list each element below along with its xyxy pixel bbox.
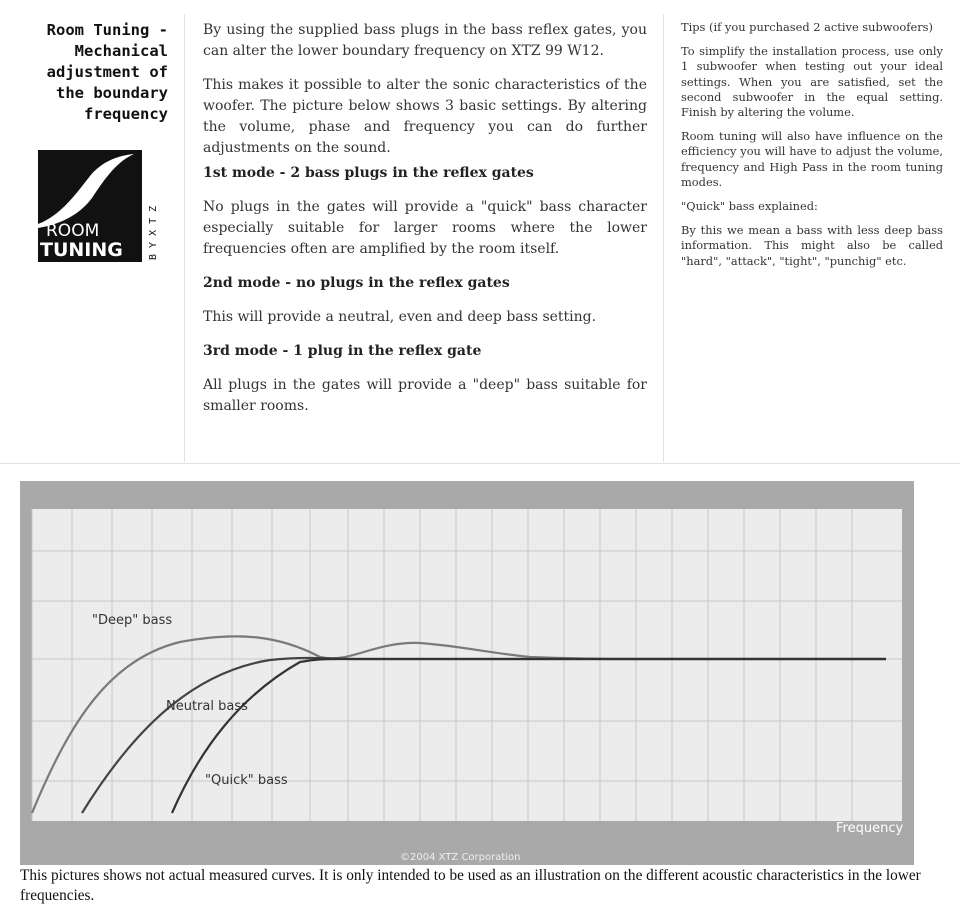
- logo-room-text: ROOM: [46, 221, 100, 241]
- mode2-heading: 2nd mode - no plugs in the reflex gates: [203, 275, 510, 291]
- tips-paragraph-2: Room tuning will also have influence on the efficiency you will have to adjust the volume, frequency and High Pass in the room tuning modes.: [681, 129, 943, 189]
- bass-response-chart: [20, 481, 914, 865]
- intro-paragraph: By using the supplied bass plugs in the bass reflex gates, you can alter the lower boundary frequency on XTZ 99 W12.: [203, 22, 647, 59]
- logo-tuning-text: TUNING: [40, 239, 123, 261]
- mode1-text: No plugs in the gates will provide a "quick" bass character especially suitable for larger rooms where the lower frequencies often are amplified by the room itself.: [203, 199, 647, 257]
- chart-caption: This pictures shows not actual measured curves. It is only intended to be used as an illustration on the different acoustic characteristics in the lower frequencies.: [20, 867, 921, 904]
- sidebar-title: Room Tuning - Mechanical adjustment of the boundary frequency: [46, 21, 168, 123]
- tips-column: [681, 20, 943, 269]
- column-divider-left: [184, 14, 185, 462]
- x-axis-label: Frequency: [836, 821, 904, 836]
- description-paragraph: This makes it possible to alter the sonic characteristics of the woofer. The picture below shows 3 basic settings. By altering the volume, phase and frequency you can do further adjustments on the sound.: [203, 77, 647, 156]
- mode2-text: This will provide a neutral, even and deep bass setting.: [203, 309, 597, 325]
- main-column: [203, 20, 647, 417]
- deep-bass-label: "Deep" bass: [92, 613, 173, 628]
- column-divider-right: [663, 14, 664, 462]
- room-tuning-logo: [38, 150, 162, 262]
- tips-paragraph-1: To simplify the installation process, use only 1 subwoofer when testing out your ideal settings. When you are satisfied, set the second subwoofer in the equal setting. Finish by altering the volume.: [681, 44, 943, 120]
- chart-plot-area: [32, 509, 902, 821]
- section-divider: [0, 463, 960, 464]
- mode1-heading: 1st mode - 2 bass plugs in the reflex gates: [203, 165, 534, 181]
- copyright-text: ©2004 XTZ Corporation: [400, 852, 521, 863]
- logo-byline-text: B Y X T Z: [148, 205, 159, 260]
- quick-bass-label: "Quick" bass: [205, 773, 288, 788]
- mode3-text: All plugs in the gates will provide a "deep" bass suitable for smaller rooms.: [203, 377, 647, 414]
- quick-bass-heading: "Quick" bass explained:: [681, 199, 818, 214]
- tips-heading: Tips (if you purchased 2 active subwoofers): [681, 20, 933, 34]
- quick-bass-text: By this we mean a bass with less deep bass information. This might also be called "hard", "attack", "tight", "punchig" etc.: [681, 223, 943, 268]
- mode3-heading: 3rd mode - 1 plug in the reflex gate: [203, 343, 482, 359]
- neutral-bass-label: Neutral bass: [166, 699, 248, 714]
